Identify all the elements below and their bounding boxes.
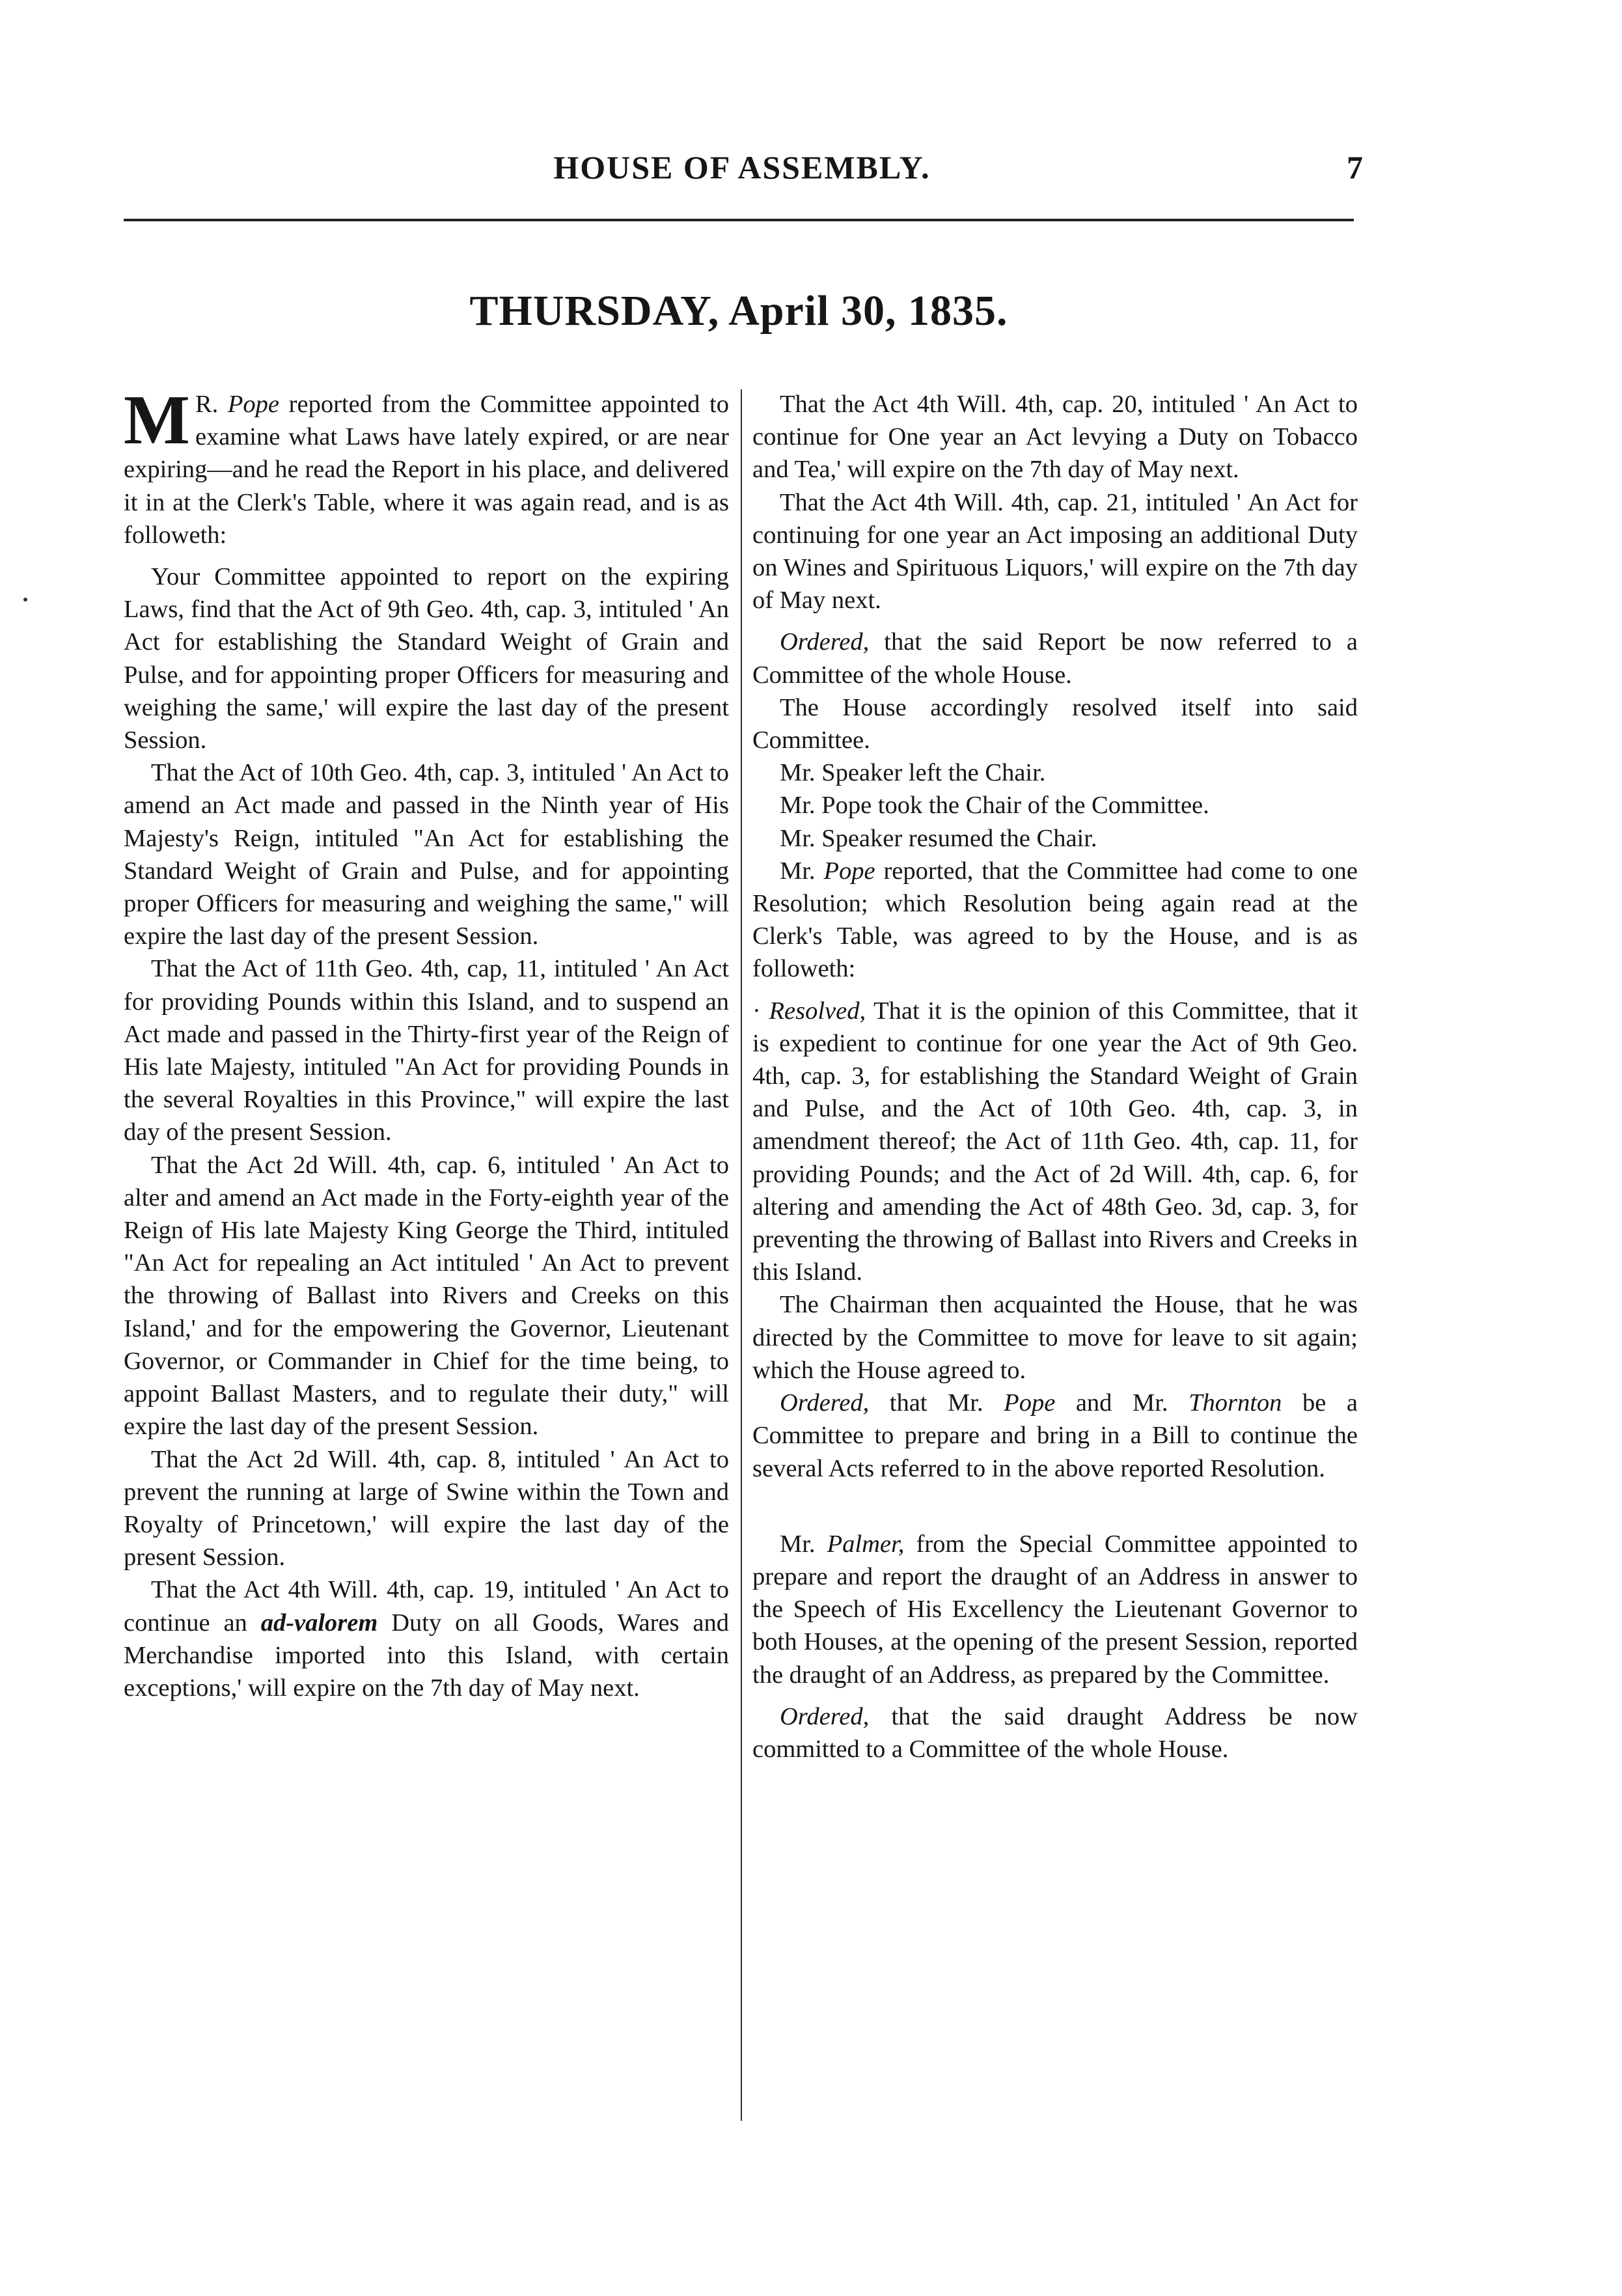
right-paragraph-11-text-c: be a Committee to prepare and bring in a Bill to continue the several Acts referred to in the above reported Resolution. (752, 1389, 1358, 1482)
ordered-label: Ordered, (780, 1389, 870, 1417)
right-paragraph-11 (752, 1387, 1358, 1485)
right-paragraph-8 (752, 855, 1358, 986)
member-name: Pope (1004, 1389, 1056, 1417)
right-paragraph-2: That the Act 4th Will. 4th, cap. 21, intituled ' An Act for continuing for one year an Act imposing an additional Duty on Wines and Spirituous Liquors,' will expire on the 7th day of May next. (752, 488, 1358, 615)
date-heading-date: April 30, 1835. (728, 287, 1008, 335)
left-paragraph-7 (124, 1573, 729, 1704)
date-heading (124, 286, 1354, 336)
right-paragraph-13 (752, 1700, 1358, 1765)
page-number: 7 (1347, 149, 1363, 186)
left-paragraph-1 (124, 381, 729, 551)
right-paragraph-11-text-b: and Mr. (1055, 1389, 1189, 1417)
date-heading-day: THURSDAY, (469, 287, 720, 335)
left-paragraph-6: That the Act 2d Will. 4th, cap. 8, intituled ' An Act to prevent the running at large of Swine within the Town and Royalty of Princetown,' will expire the last day of the present Session. (124, 1445, 729, 1571)
member-name: Thornton (1189, 1389, 1282, 1417)
right-paragraph-1: That the Act 4th Will. 4th, cap. 20, intituled ' An Act to continue for One year an Act levying a Duty on Tobacco and Tea,' will expire on the 7th day of May next. (752, 391, 1358, 484)
member-name: Palmer, (827, 1530, 905, 1558)
right-paragraph-5: Mr. Speaker left the Chair. (780, 759, 1046, 787)
bullet-dot: · (752, 997, 761, 1025)
right-paragraph-12 (752, 1528, 1358, 1691)
left-paragraph-7-text-a: That the Act 4th Will. 4th, cap. 19, intituled ' An Act to continue an (124, 1576, 729, 1637)
drop-cap-continuation: R. (195, 391, 228, 418)
right-paragraph-7: Mr. Speaker resumed the Chair. (780, 824, 1097, 852)
margin-mark (23, 598, 27, 602)
resolved-label: Resolved, (769, 997, 866, 1025)
left-paragraph-5: That the Act 2d Will. 4th, cap. 6, intituled ' An Act to alter and amend an Act made in the Forty-eighth year of the Reign of His late Majesty King George the Third, intituled "An Act for repealing an Act intituled ' An Act to prevent the throwing of Ballast into Rivers and Creeks on this Island,' and for the empowering the Governor, Lieutenant Governor, or Commander in Chief for the time being, to appoint Ballast Masters, and to regulate their duty," will expire the last day of the present Session. (124, 1151, 729, 1441)
right-paragraph-4: The House accordingly resolved itself into said Committee. (752, 693, 1358, 754)
left-paragraph-1-text: reported from the Committee appointed to examine what Laws have lately expired, or are near expiring—and he read the Report in his place, and delivered it in at the Clerk's Table, where it was again read, and is as followeth: (124, 391, 729, 549)
latin-term: ad-valorem (260, 1609, 378, 1637)
member-name: Pope (823, 857, 875, 885)
left-paragraph-2: Your Committee appointed to report on the expiring Laws, find that the Act of 9th Geo. 4th, cap. 3, intituled ' An Act for establishing the Standard Weight of Grain and Pulse, and for appointing proper Officers for measuring and weighing the same,' will expire the last day of the present Session. (124, 563, 729, 754)
right-paragraph-12-text-b: from the Special Committee appointed to prepare and report the draught of an Address in answer to the Speech of His Excellency the Lieutenant Governor to both Houses, at the opening of the present Session, reported the draught of an Address, as prepared by the Committee. (752, 1530, 1358, 1689)
left-paragraph-7-text-b: Duty on all Goods, Wares and Merchandise imported into this Island, with certain exceptions,' will expire on the 7th day of May next. (124, 1609, 729, 1702)
right-paragraph-12-text-a: Mr. (780, 1530, 827, 1558)
ordered-label: Ordered, (780, 1702, 870, 1730)
right-paragraph-10: The Chairman then acquainted the House, that he was directed by the Committee to move for leave to sit again; which the House agreed to. (752, 1291, 1358, 1384)
ordered-label: Ordered, (780, 628, 870, 656)
left-paragraph-3: That the Act of 10th Geo. 4th, cap. 3, intituled ' An Act to amend an Act made and passed in the Ninth year of His Majesty's Reign, intituled "An Act for establishing the Standard Weight of Grain and Pulse, and for appointing proper Officers for measuring and weighing the same," will expire the last day of the present Session. (124, 759, 729, 950)
right-column (752, 388, 1358, 1765)
right-paragraph-3-text: that the said Report be now referred to a Committee of the whole House. (752, 628, 1358, 689)
resolution-paragraph (752, 995, 1358, 1289)
right-paragraph-8-text-b: reported, that the Committee had come to one Resolution; which Resolution being again read at the Clerk's Table, was agreed to by the House, and is as followeth: (752, 857, 1358, 983)
left-column (124, 381, 729, 1704)
resolution-text: That it is the opinion of this Committee, that it is expedient to continue for one year the Act of 9th Geo. 4th, cap. 3, for establishing the Standard Weight of Grain and Pulse, and the Act of 10th Geo. 4th, cap. 3, in amendment thereof; the Act of 11th Geo. 4th, cap. 11, for providing Pounds; and the Act of 2d Will. 4th, cap. 6, for altering and amending the Act of 48th Geo. 3d, cap. 3, for preventing the throwing of Ballast into Rivers and Creeks in this Island. (752, 997, 1358, 1286)
drop-cap: M (124, 381, 189, 459)
right-paragraph-6: Mr. Pope took the Chair of the Committee. (780, 792, 1209, 820)
right-paragraph-8-text-a: Mr. (780, 857, 824, 885)
header-rule (124, 219, 1354, 221)
column-divider (741, 389, 742, 2121)
member-name: Pope (227, 391, 280, 418)
right-paragraph-11-text-a: that Mr. (869, 1389, 1004, 1417)
left-paragraph-4: That the Act of 11th Geo. 4th, cap, 11, intituled ' An Act for providing Pounds within this Island, and to suspend an Act made and passed in the Thirty-first year of the Reign of His late Majesty, intituled "An Act for providing Pounds in the several Royalties in this Province," will expire the last day of the present Session. (124, 955, 729, 1146)
right-paragraph-13-text: that the said draught Address be now committed to a Committee of the whole House. (752, 1702, 1358, 1763)
right-paragraph-3 (752, 626, 1358, 691)
running-head: HOUSE OF ASSEMBLY. (553, 149, 931, 186)
